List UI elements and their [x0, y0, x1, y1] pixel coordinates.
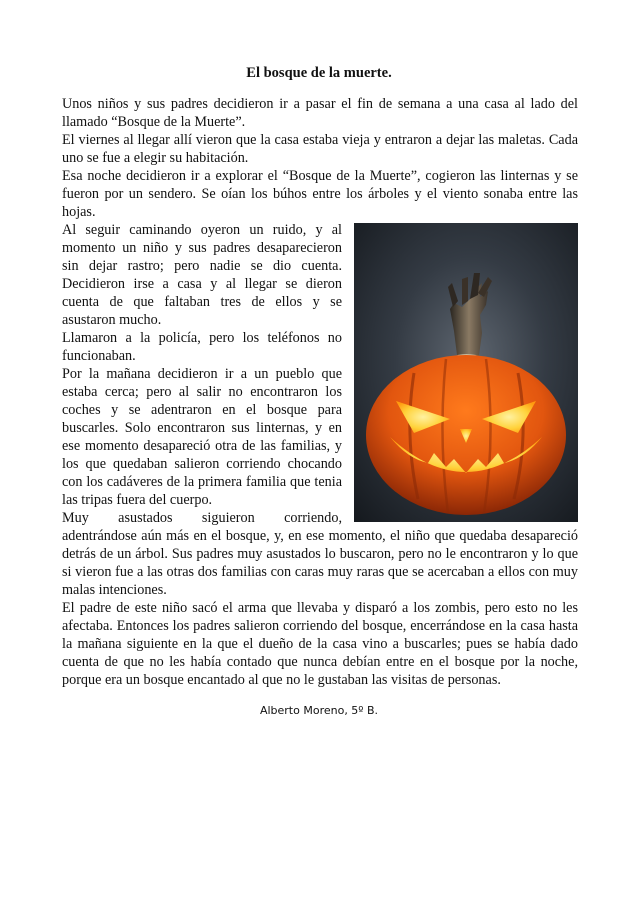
document-title: El bosque de la muerte.	[246, 65, 392, 81]
paragraph-2: El viernes al llegar allí vieron que la casa estaba vieja y entraron a dejar las maletas. Cada uno se fue a elegir su habitación.	[62, 132, 578, 166]
author-signature: Alberto Moreno, 5º B.	[259, 704, 379, 717]
pumpkin-icon	[366, 355, 566, 515]
story-body	[62, 95, 578, 689]
paragraph-7: Muy asustados siguieron corriendo, adentrándose aún más en el bosque, y, en ese momento, el niño que quedaba desapareció detrás de un árbol. Sus padres muy asustados lo buscaron, pero no le encontraron y lo que si vieron fue a las otras dos familias con caras muy raras que se acercaban a ellos con muy malas intenciones.	[62, 510, 578, 598]
paragraph-8: El padre de este niño sacó el arma que llevaba y disparó a los zombis, pero esto no les afectaba. Entonces los padres salieron corriendo del bosque, encerrándose en la casa hasta la mañana siguiente en la que el dueño de la casa vino a buscarles; pues se había dado cuenta de que no les había contado que nunca debían entre en el bosque por la noche, porque era un bosque encantado al que no le gustaban las visitas de personas.	[62, 600, 578, 688]
paragraph-3: Esa noche decidieron ir a explorar el “Bosque de la Muerte”, cogieron las linternas y se fueron por un sendero. Se oían los búhos entre los árboles y el viento sonaba entre las hojas.	[62, 168, 578, 220]
paragraph-6: Por la mañana decidieron ir a un pueblo que estaba cerca; pero al salir no encontraron los coches y se adentraron en el bosque para buscarles. Solo encontraron sus linternas, y en ese momento desapareció otra de las familias, y los que quedaban salieron corriendo chocando con los cadáveres de la primera familia que tenia las tripas fuera del cuerpo.	[62, 366, 342, 508]
paragraph-1: Unos niños y sus padres decidieron ir a pasar el fin de semana a una casa al lado del llamado “Bosque de la Muerte”.	[62, 96, 578, 130]
paragraph-5: Llamaron a la policía, pero los teléfonos no funcionaban.	[62, 330, 342, 364]
paragraph-4: Al seguir caminando oyeron un ruido, y al momento un niño y sus padres desaparecieron sin dejar rastro; pero nadie se dio cuenta. Decidieron irse a casa y al llegar se dieron cuenta de que faltaban tres de ellos y se asustaron mucho.	[62, 222, 342, 328]
jack-o-lantern-image	[354, 223, 578, 522]
